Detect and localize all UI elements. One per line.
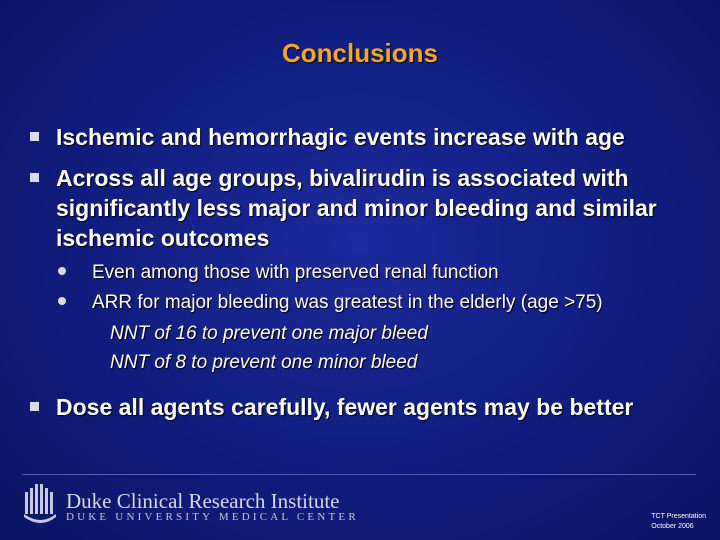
institute-name: Duke Clinical Research Institute — [66, 489, 340, 513]
sub-bullet-text: ARR for major bleeding was greatest in the elderly (age >75) — [92, 292, 603, 313]
nnt-line: NNT of 16 to prevent one major bleed — [110, 323, 428, 344]
sub-bullet-text: Even among those with preserved renal function — [92, 262, 499, 283]
slide-title: Conclusions — [281, 38, 438, 68]
duke-chapel-logo-icon — [22, 484, 60, 524]
footer-divider — [22, 474, 696, 475]
round-bullet-icon — [58, 297, 66, 305]
presentation-name: TCT Presentation — [651, 513, 706, 520]
presentation-date: October 2006 — [651, 523, 694, 530]
bullet-text: Across all age groups, bivalirudin is associated with significantly less major and minor bleeding and similar ischemic outcomes — [56, 165, 657, 251]
bullet-text: Dose all agents carefully, fewer agents may be better — [56, 394, 634, 420]
round-bullet-icon — [58, 267, 66, 275]
square-bullet-icon — [30, 173, 39, 182]
square-bullet-icon — [30, 402, 39, 411]
presentation-note — [651, 512, 706, 532]
bullet-text: Ischemic and hemorrhagic events increase with age — [56, 124, 625, 150]
nnt-line: NNT of 8 to prevent one minor bleed — [110, 352, 418, 373]
square-bullet-icon — [30, 132, 39, 141]
institute-subtitle: DUKE UNIVERSITY MEDICAL CENTER — [66, 511, 359, 523]
